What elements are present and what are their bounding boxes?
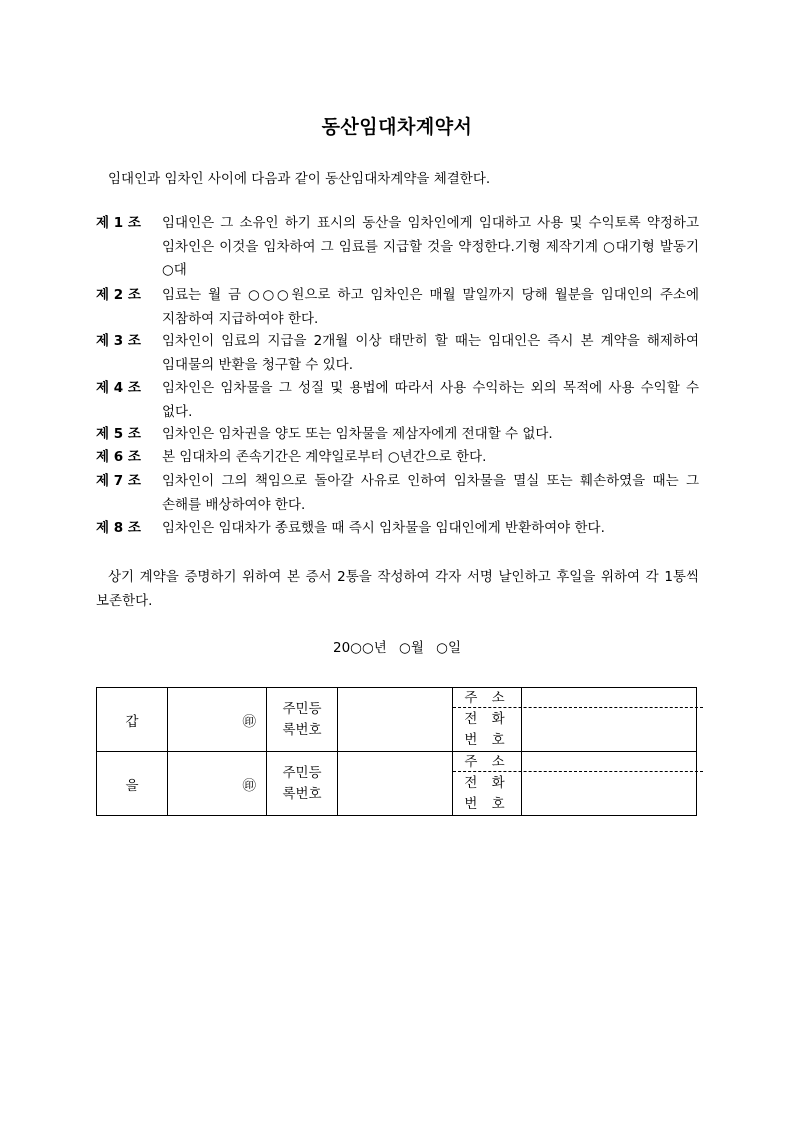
seal-mark: ㊞ bbox=[242, 777, 256, 794]
article-label: 제 3 조 bbox=[96, 333, 141, 349]
contact-field[interactable] bbox=[522, 688, 697, 752]
phone-label-line2: 번 호 bbox=[464, 732, 510, 748]
article-label: 제 7 조 bbox=[96, 473, 141, 489]
article-5 bbox=[96, 423, 699, 447]
phone-label-line1: 전 화 bbox=[464, 775, 510, 791]
article-text: 본 임대차의 존속기간은 계약일로부터 ○년간으로 한다. bbox=[162, 449, 487, 465]
article-text: 임료는 월 금 ○○○원으로 하고 임차인은 매월 말일까지 당해 월분을 임대인의 주소에 지참하여 지급하여야 한다. bbox=[162, 287, 699, 327]
rrn-label-line2: 록번호 bbox=[282, 721, 322, 738]
seal-mark: ㊞ bbox=[242, 713, 256, 730]
contract-date: 20○○년 ○월 ○일 bbox=[332, 640, 461, 656]
name-seal-cell[interactable] bbox=[168, 752, 267, 816]
article-label: 제 8 조 bbox=[96, 520, 141, 536]
closing-paragraph: 상기 계약을 증명하기 위하여 본 증서 2통을 작성하여 각자 서명 날인하고 후일을 위하여 각 1통씩 보존한다. bbox=[96, 569, 699, 609]
article-text: 임차인은 임차물을 그 성질 및 용법에 따라서 사용 수익하는 외의 목적에 사용 수익할 수 없다. bbox=[162, 380, 699, 420]
document-title: 동산임대차계약서 bbox=[321, 116, 473, 138]
dashed-divider bbox=[453, 771, 703, 772]
article-7 bbox=[96, 470, 699, 517]
article-text: 임차인은 임대차가 종료했을 때 즉시 임차물을 임대인에게 반환하여야 한다. bbox=[162, 520, 605, 536]
address-label: 주 소 bbox=[464, 754, 510, 770]
article-label: 제 4 조 bbox=[96, 380, 141, 396]
article-8 bbox=[96, 517, 699, 541]
article-label: 제 6 조 bbox=[96, 449, 141, 465]
table-row bbox=[97, 752, 697, 816]
party-label: 을 bbox=[97, 752, 168, 816]
article-label: 제 1 조 bbox=[96, 215, 141, 231]
article-label: 제 5 조 bbox=[96, 426, 141, 442]
phone-label-line2: 번 호 bbox=[464, 796, 510, 812]
article-1 bbox=[96, 212, 699, 283]
name-seal-cell[interactable] bbox=[168, 688, 267, 752]
address-label: 주 소 bbox=[464, 690, 510, 706]
contact-label bbox=[453, 688, 522, 752]
rrn-label-line1: 주민등 bbox=[282, 764, 322, 781]
article-text: 임차인이 그의 책임으로 돌아갈 사유로 인하여 임차물을 멸실 또는 훼손하였을 때는 그 손해를 배상하여야 한다. bbox=[162, 473, 699, 513]
parties-table bbox=[96, 687, 697, 816]
article-6 bbox=[96, 446, 699, 470]
rrn-field[interactable] bbox=[338, 688, 453, 752]
rrn-field[interactable] bbox=[338, 752, 453, 816]
article-2 bbox=[96, 284, 699, 331]
article-text: 임대인은 그 소유인 하기 표시의 동산을 임차인에게 임대하고 사용 및 수익토록 약정하고 임차인은 이것을 임차하여 그 임료를 지급할 것을 약정한다.기형 제작기계 ○대기형 발동기 ○대 bbox=[162, 215, 699, 278]
article-label: 제 2 조 bbox=[96, 287, 141, 303]
article-text: 임차인은 임차권을 양도 또는 임차물을 제삼자에게 전대할 수 없다. bbox=[162, 426, 553, 442]
rrn-label bbox=[267, 752, 338, 816]
contact-label bbox=[453, 752, 522, 816]
article-3 bbox=[96, 330, 699, 377]
rrn-label-line2: 록번호 bbox=[282, 785, 322, 802]
contact-field[interactable] bbox=[522, 752, 697, 816]
table-row bbox=[97, 688, 697, 752]
article-4 bbox=[96, 377, 699, 424]
dashed-divider bbox=[453, 707, 703, 708]
rrn-label-line1: 주민등 bbox=[282, 700, 322, 717]
article-text: 임차인이 임료의 지급을 2개월 이상 태만히 할 때는 임대인은 즉시 본 계약을 해제하여 임대물의 반환을 청구할 수 있다. bbox=[162, 333, 699, 373]
party-label: 갑 bbox=[97, 688, 168, 752]
phone-label-line1: 전 화 bbox=[464, 711, 510, 727]
rrn-label bbox=[267, 688, 338, 752]
intro-paragraph: 임대인과 임차인 사이에 다음과 같이 동산임대차계약을 체결한다. bbox=[108, 171, 491, 187]
